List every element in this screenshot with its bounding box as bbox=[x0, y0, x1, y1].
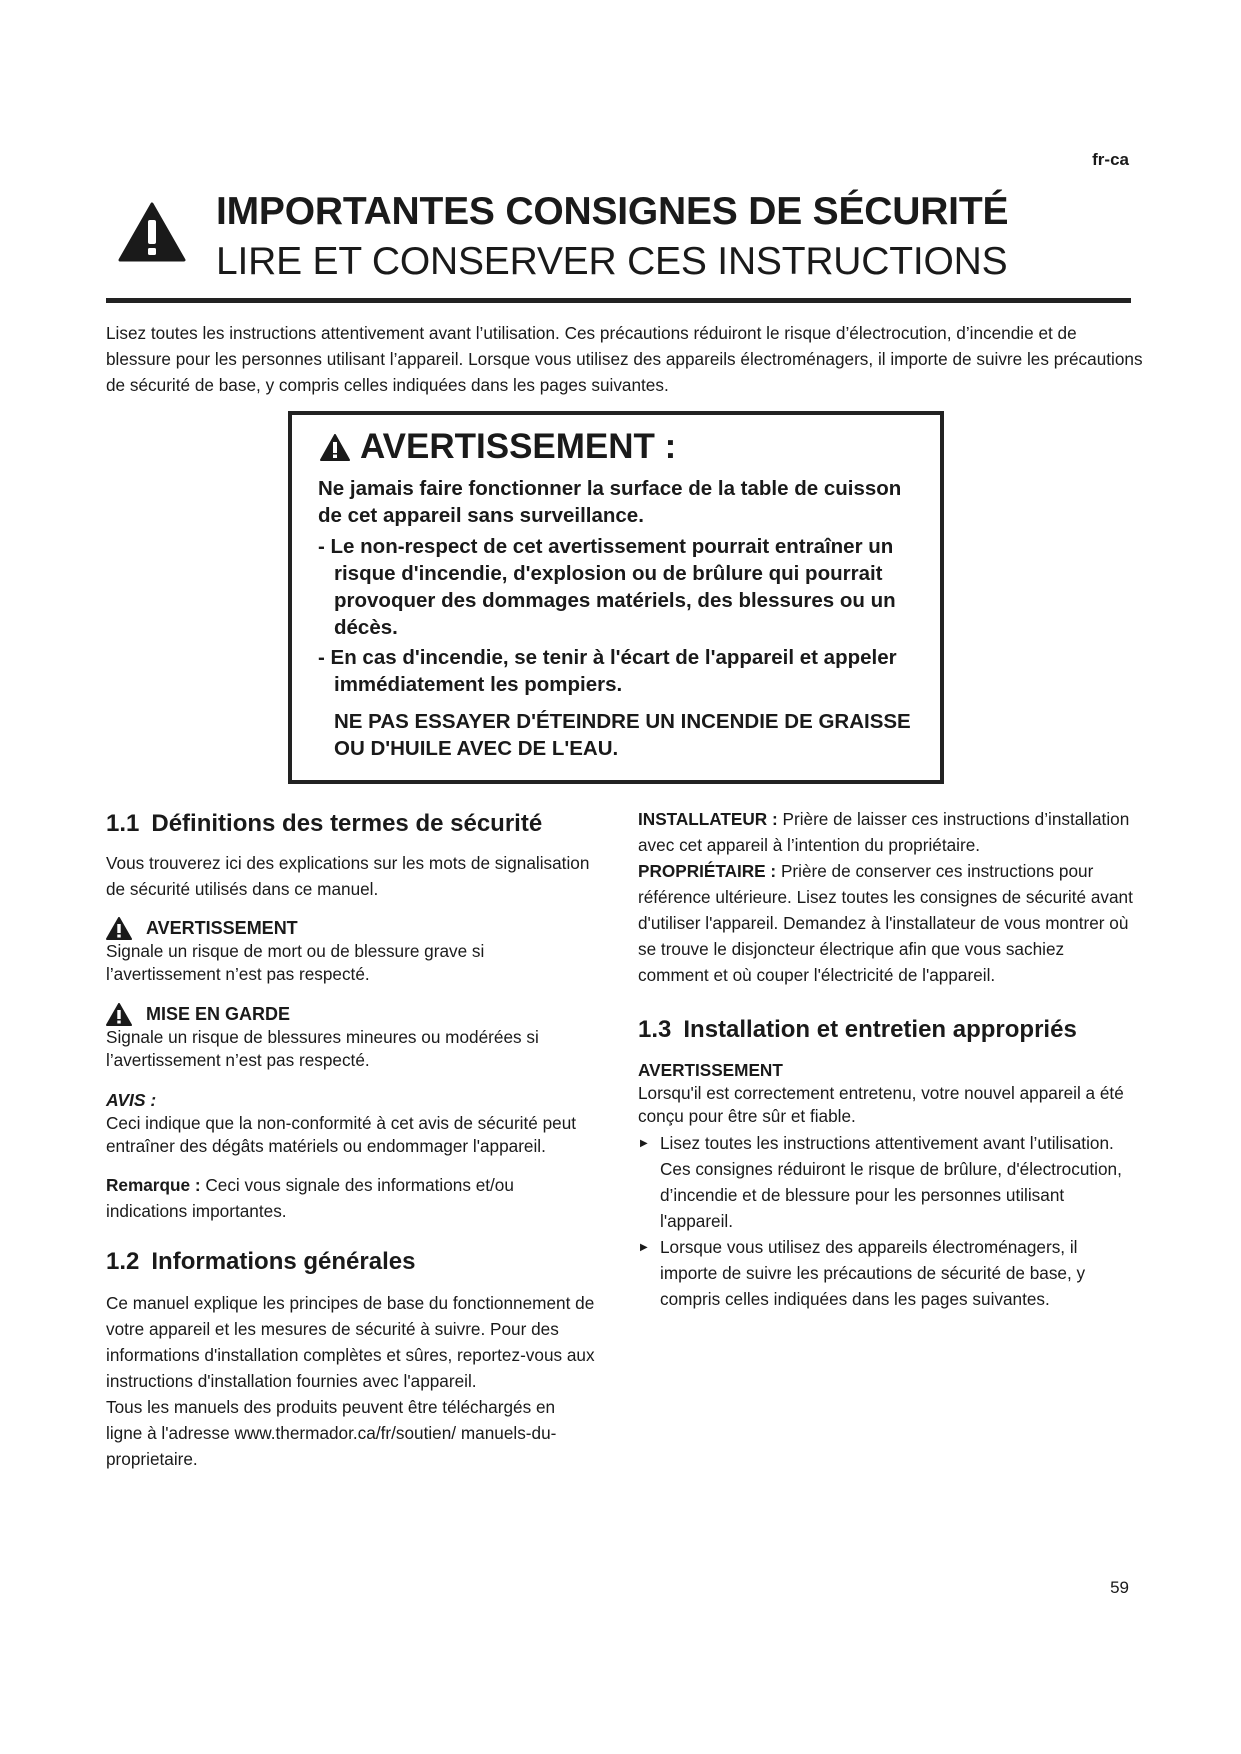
language-code: fr-ca bbox=[1092, 150, 1129, 169]
warning-triangle-icon bbox=[106, 1003, 132, 1026]
warning-box-title-text: AVERTISSEMENT : bbox=[360, 427, 677, 466]
section-1-3-label: AVERTISSEMENT bbox=[638, 1060, 783, 1080]
section-1-3-text: Lorsqu'il est correctement entretenu, votre nouvel appareil a été conçu pour être sûr et fiable. bbox=[638, 1083, 1124, 1126]
right-column bbox=[638, 806, 1138, 1312]
section-heading-1-1: 1.1 Définitions des termes de sécurité bbox=[106, 810, 543, 837]
page-title: IMPORTANTES CONSIGNES DE SÉCURITÉ bbox=[216, 190, 1009, 233]
section-1-3-bullets bbox=[638, 1130, 1138, 1312]
warning-box-note: NE PAS ESSAYER D'ÉTEINDRE UN INCENDIE DE GRAISSE OU D'HUILE AVEC DE L'EAU. bbox=[334, 710, 911, 760]
remarque-paragraph: Remarque : Ceci vous signale des informations et/ou indications importantes. bbox=[106, 1175, 514, 1221]
left-column bbox=[106, 808, 596, 1472]
signal-mise-en-garde-text: Signale un risque de blessures mineures ou modérées si l’avertissement n’est pas respecté. bbox=[106, 1027, 539, 1070]
page-number: 59 bbox=[1110, 1578, 1129, 1597]
warning-box-list bbox=[318, 533, 928, 701]
warning-triangle-icon bbox=[320, 434, 350, 461]
signal-avis-text: Ceci indique que la non-conformité à cet avis de sécurité peut entraîner des dégâts matériels ou endommager l'appareil. bbox=[106, 1113, 577, 1156]
owner-paragraph: PROPRIÉTAIRE : Prière de conserver ces instructions pour référence ultérieure. Lisez toutes les consignes de sécurité avant d'utiliser l'appareil. Demandez à l'installateur de vous montrer où se trouve le disjoncteur électrique afin que vous sachiez comment et où couper l'électricité de l'appareil. bbox=[638, 861, 1133, 985]
warning-box bbox=[288, 411, 944, 784]
list-item: - Le non-respect de cet avertissement pourrait entraîner un risque d'incendie, d'explosion ou de brûlure qui pourrait provoquer des dommages matériels, des blessures ou un décès. bbox=[318, 533, 928, 641]
warning-box-title bbox=[320, 427, 676, 467]
section-heading-1-2: 1.2 Informations générales bbox=[106, 1248, 416, 1275]
warning-triangle-icon bbox=[106, 917, 132, 940]
warning-triangle-icon bbox=[118, 202, 186, 262]
signal-avis: AVIS : bbox=[106, 1090, 157, 1110]
intro-paragraph: Lisez toutes les instructions attentivement avant l’utilisation. Ces précautions réduiront le risque d’électrocution, d’incendie et de blessure pour les personnes utilisant l’appareil. Lorsque vous utilisez des appareils électroménagers, il importe de suivre les précautions de sécurité de base, y compris celles indiquées dans les pages suivantes. bbox=[106, 323, 1143, 395]
page-subtitle: LIRE ET CONSERVER CES INSTRUCTIONS bbox=[216, 240, 1008, 283]
section-1-2-paragraph-1: Ce manuel explique les principes de base du fonctionnement de votre appareil et les mesures de sécurité à suivre. Pour des informations d'installation complètes et sûres, reportez-vous aux instructions d'installation fournies avec l'appareil. bbox=[106, 1293, 595, 1391]
list-item: - En cas d'incendie, se tenir à l'écart de l'appareil et appeler immédiatement les pompiers. bbox=[318, 644, 928, 698]
section-1-1-intro: Vous trouverez ici des explications sur les mots de signalisation de sécurité utilisés dans ce manuel. bbox=[106, 853, 590, 899]
installer-paragraph: INSTALLATEUR : Prière de laisser ces instructions d’installation avec cet appareil à l’intention du propriétaire. bbox=[638, 809, 1130, 855]
title-divider bbox=[106, 298, 1131, 303]
signal-avertissement: AVERTISSEMENT bbox=[106, 916, 596, 940]
list-item: ▶ Lorsque vous utilisez des appareils électroménagers, il importe de suivre les précautions de sécurité de base, y compris celles indiquées dans les pages suivantes. bbox=[638, 1234, 1138, 1312]
section-heading-1-3: 1.3 Installation et entretien appropriés bbox=[638, 1016, 1077, 1043]
signal-mise-en-garde: MISE EN GARDE bbox=[106, 1002, 596, 1026]
section-1-2-paragraph-2: Tous les manuels des produits peuvent être téléchargés en ligne à l'adresse www.thermador.ca/fr/soutien/ manuels-du-proprietaire. bbox=[106, 1397, 557, 1469]
list-item: ▶ Lisez toutes les instructions attentivement avant l’utilisation. Ces consignes réduiront le risque de brûlure, d'électrocution, d’incendie et de blessure pour les personnes utilisant l'appareil. bbox=[638, 1130, 1138, 1234]
warning-box-lead: Ne jamais faire fonctionner la surface de la table de cuisson de cet appareil sans surveillance. bbox=[318, 477, 902, 527]
signal-avertissement-text: Signale un risque de mort ou de blessure grave si l’avertissement n’est pas respecté. bbox=[106, 941, 485, 984]
